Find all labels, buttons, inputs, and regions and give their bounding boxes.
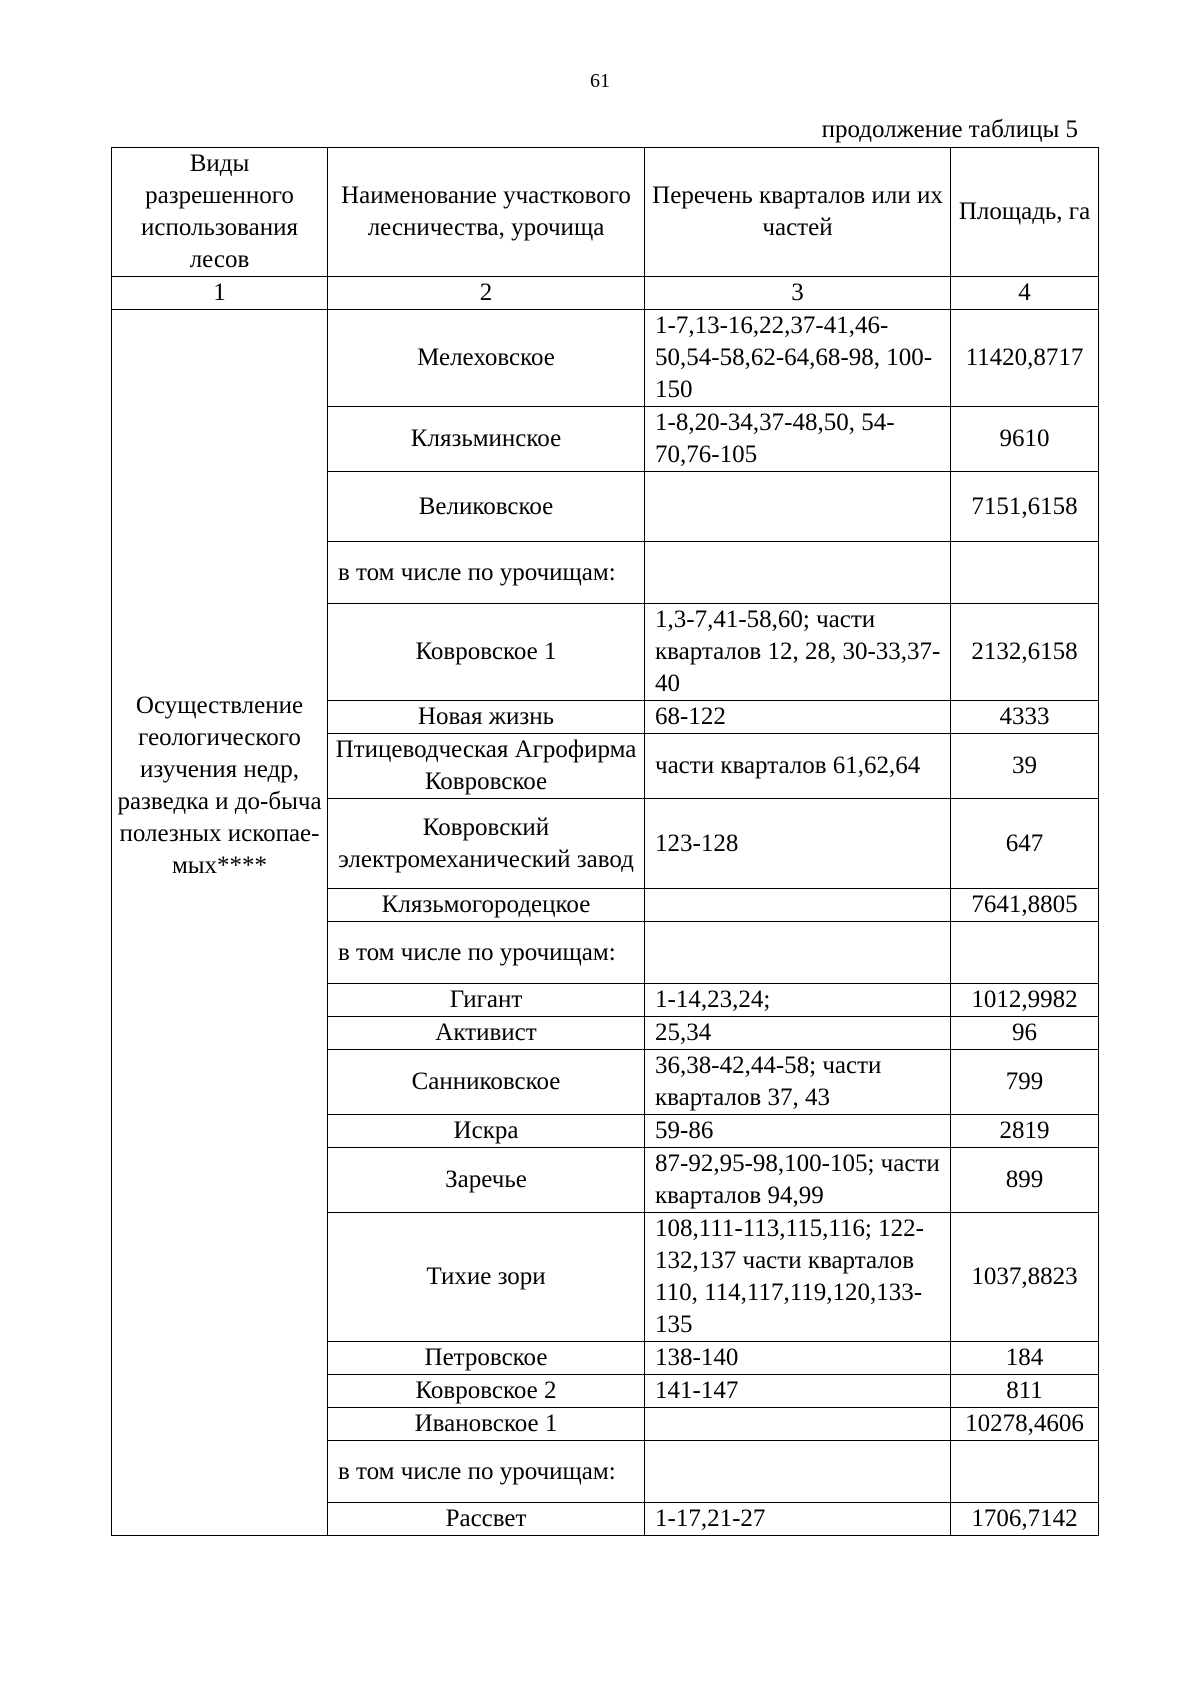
quarters-cell: 1-14,23,24; xyxy=(645,984,951,1017)
area-cell: 7151,6158 xyxy=(951,472,1099,542)
area-cell: 39 xyxy=(951,734,1099,799)
area-cell: 1706,7142 xyxy=(951,1503,1099,1536)
forest-use-table xyxy=(111,147,1099,1536)
area-cell xyxy=(951,1441,1099,1503)
forestry-name-cell: Клязьминское xyxy=(328,407,645,472)
forestry-name-cell: Ковровское 1 xyxy=(328,604,645,701)
column-number: 1 xyxy=(112,277,328,310)
area-cell xyxy=(951,542,1099,604)
area-cell: 9610 xyxy=(951,407,1099,472)
quarters-cell: 68-122 xyxy=(645,701,951,734)
forestry-name-cell: Ковровское 2 xyxy=(328,1375,645,1408)
forestry-name-cell: Великовское xyxy=(328,472,645,542)
area-cell: 899 xyxy=(951,1148,1099,1213)
header-area: Площадь, га xyxy=(951,148,1099,277)
header-forestry-name: Наименование участкового лесничества, урочища xyxy=(328,148,645,277)
forestry-name-cell: Птицеводческая Агрофирма Ковровское xyxy=(328,734,645,799)
area-cell: 1037,8823 xyxy=(951,1213,1099,1342)
quarters-cell xyxy=(645,922,951,984)
column-number: 4 xyxy=(951,277,1099,310)
quarters-cell: 1-17,21-27 xyxy=(645,1503,951,1536)
area-cell: 799 xyxy=(951,1050,1099,1115)
forestry-name-cell: Тихие зори xyxy=(328,1213,645,1342)
forestry-name-cell: Новая жизнь xyxy=(328,701,645,734)
page-number: 61 xyxy=(590,70,610,92)
quarters-cell: 87-92,95-98,100-105; части кварталов 94,99 xyxy=(645,1148,951,1213)
forestry-name-cell: Ковровский электромеханический завод xyxy=(328,799,645,889)
subgroup-label: в том числе по урочищам: xyxy=(328,922,645,984)
area-cell: 96 xyxy=(951,1017,1099,1050)
table-continuation-label: продолжение таблицы 5 xyxy=(821,116,1078,143)
forestry-name-cell: Рассвет xyxy=(328,1503,645,1536)
quarters-cell: 1-8,20-34,37-48,50, 54-70,76-105 xyxy=(645,407,951,472)
quarters-cell xyxy=(645,889,951,922)
forestry-name-cell: Гигант xyxy=(328,984,645,1017)
area-cell: 4333 xyxy=(951,701,1099,734)
header-quarters: Перечень кварталов или их частей xyxy=(645,148,951,277)
forestry-name-cell: Санниковское xyxy=(328,1050,645,1115)
column-number: 3 xyxy=(645,277,951,310)
area-cell: 647 xyxy=(951,799,1099,889)
subgroup-label: в том числе по урочищам: xyxy=(328,1441,645,1503)
quarters-cell xyxy=(645,472,951,542)
table-row xyxy=(112,310,1099,407)
quarters-cell xyxy=(645,542,951,604)
quarters-cell: 25,34 xyxy=(645,1017,951,1050)
area-cell: 811 xyxy=(951,1375,1099,1408)
area-cell: 184 xyxy=(951,1342,1099,1375)
area-cell: 2819 xyxy=(951,1115,1099,1148)
quarters-cell: 1-7,13-16,22,37-41,46-50,54-58,62-64,68-98, 100-150 xyxy=(645,310,951,407)
forestry-name-cell: Ивановское 1 xyxy=(328,1408,645,1441)
quarters-cell: 108,111-113,115,116; 122-132,137 части кварталов 110, 114,117,119,120,133-135 xyxy=(645,1213,951,1342)
area-cell: 10278,4606 xyxy=(951,1408,1099,1441)
quarters-cell: 59-86 xyxy=(645,1115,951,1148)
area-cell xyxy=(951,922,1099,984)
forestry-name-cell: Мелеховское xyxy=(328,310,645,407)
area-cell: 2132,6158 xyxy=(951,604,1099,701)
area-cell: 7641,8805 xyxy=(951,889,1099,922)
forestry-name-cell: Активист xyxy=(328,1017,645,1050)
forestry-name-cell: Петровское xyxy=(328,1342,645,1375)
quarters-cell: 36,38-42,44-58; части кварталов 37, 43 xyxy=(645,1050,951,1115)
area-cell: 1012,9982 xyxy=(951,984,1099,1017)
header-use-kind: Виды разрешенного использования лесов xyxy=(112,148,328,277)
forestry-name-cell: Заречье xyxy=(328,1148,645,1213)
quarters-cell: 138-140 xyxy=(645,1342,951,1375)
quarters-cell: 141-147 xyxy=(645,1375,951,1408)
quarters-cell: 1,3-7,41-58,60; части кварталов 12, 28, 30-33,37-40 xyxy=(645,604,951,701)
forestry-name-cell: Клязьмогородецкое xyxy=(328,889,645,922)
quarters-cell xyxy=(645,1441,951,1503)
column-number: 2 xyxy=(328,277,645,310)
subgroup-label: в том числе по урочищам: xyxy=(328,542,645,604)
quarters-cell: части кварталов 61,62,64 xyxy=(645,734,951,799)
quarters-cell xyxy=(645,1408,951,1441)
area-cell: 11420,8717 xyxy=(951,310,1099,407)
quarters-cell: 123-128 xyxy=(645,799,951,889)
use-kind-cell: Осуществление геологического изучения недр, разведка и до-быча полезных ископае-мых**** xyxy=(112,310,328,1536)
forestry-name-cell: Искра xyxy=(328,1115,645,1148)
